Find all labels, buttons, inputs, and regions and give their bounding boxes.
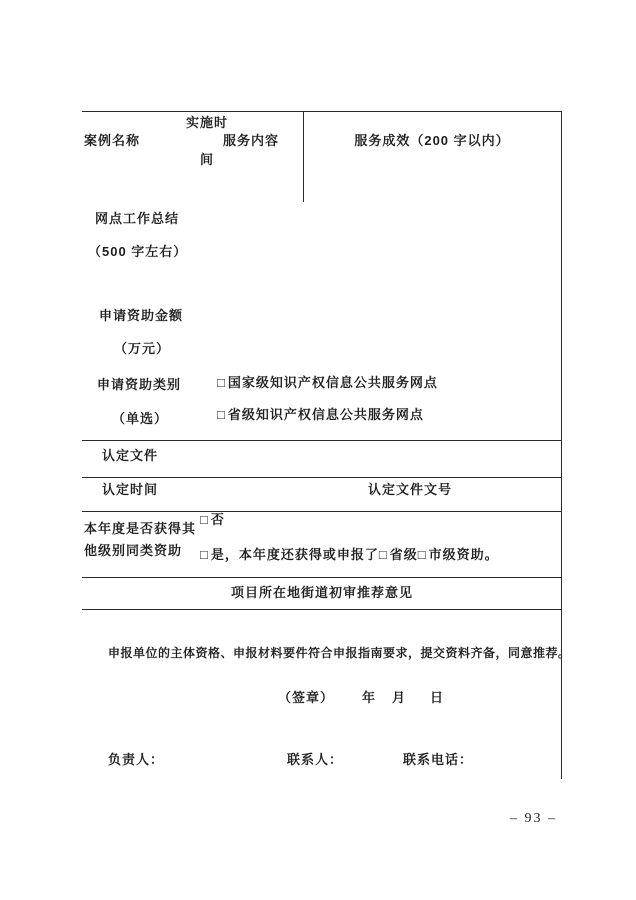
funding-amount-label: 申请资助金额 xyxy=(99,308,184,323)
page-number: – 93 – xyxy=(510,811,557,826)
funding-category-hint: （单选） xyxy=(112,411,169,426)
national-checkbox[interactable]: □ xyxy=(217,375,226,390)
yes-checkbox[interactable]: □ xyxy=(200,547,209,562)
funding-amount-input-area[interactable] xyxy=(200,300,555,360)
no-checkbox[interactable]: □ xyxy=(200,512,209,527)
service-content-header: 服务内容 xyxy=(223,133,280,148)
national-option-label: 国家级知识产权信息公共服务网点 xyxy=(227,375,438,390)
other-funding-label-line2: 他级别同类资助 xyxy=(84,543,183,558)
phone-input-area[interactable] xyxy=(473,748,553,770)
row-divider-3 xyxy=(82,511,562,512)
funding-amount-hint: （万元） xyxy=(114,341,171,356)
other-funding-label xyxy=(84,518,200,562)
row-divider-4 xyxy=(82,577,562,578)
day-label: 日 xyxy=(430,690,445,705)
no-option-label: 否 xyxy=(210,512,225,527)
row-divider-5 xyxy=(82,609,562,610)
cert-doc-number-label: 认定文件文号 xyxy=(368,482,453,497)
leader-input-area[interactable] xyxy=(165,748,265,770)
work-summary-label: 网点工作总结 xyxy=(95,211,180,226)
contact-label: 联系人： xyxy=(287,752,344,767)
yes-option-text: 是，本年度还获得或申报了 xyxy=(210,547,379,562)
funding-category-label: 申请资助类别 xyxy=(97,377,182,392)
impl-time-header-line2: 间 xyxy=(200,152,215,167)
other-funding-option-yes[interactable] xyxy=(200,547,499,562)
cert-file-label: 认定文件 xyxy=(102,448,159,463)
header-column-divider xyxy=(303,111,304,202)
provincial-checkbox[interactable]: □ xyxy=(217,407,226,422)
contact-input-area[interactable] xyxy=(344,748,394,770)
street-review-statement: 申报单位的主体资格、申报材料要件符合申报指南要求，提交资料齐备，同意推荐。 xyxy=(108,646,571,660)
phone-label: 联系电话： xyxy=(403,752,474,767)
other-funding-label-line1: 本年度是否获得其 xyxy=(84,521,197,536)
yes-municipal-label: 市级资助。 xyxy=(428,547,499,562)
yes-provincial-label: 省级 xyxy=(389,547,418,562)
work-summary-hint: （500 字左右） xyxy=(88,244,188,259)
month-label: 月 xyxy=(392,690,407,705)
provincial-option-label: 省级知识产权信息公共服务网点 xyxy=(227,407,424,422)
cert-time-label: 认定时间 xyxy=(102,482,159,497)
other-funding-option-no[interactable] xyxy=(200,512,225,527)
seal-label: （签章） xyxy=(278,690,335,705)
service-effect-header: 服务成效（200 字以内） xyxy=(354,133,510,148)
yes-provincial-checkbox[interactable]: □ xyxy=(378,547,388,562)
row-divider-1 xyxy=(82,440,562,441)
street-review-title: 项目所在地街道初审推荐意见 xyxy=(230,585,413,600)
case-name-header: 案例名称 xyxy=(84,133,141,148)
work-summary-input-area[interactable] xyxy=(200,205,555,290)
leader-label: 负责人： xyxy=(108,752,165,767)
table-top-border xyxy=(82,111,562,112)
row-divider-2 xyxy=(82,477,562,478)
impl-time-header-line1: 实施时 xyxy=(186,115,229,130)
seal-date-line xyxy=(278,690,444,705)
yes-municipal-checkbox[interactable]: □ xyxy=(417,547,427,562)
year-label: 年 xyxy=(362,690,377,705)
cert-file-input-area[interactable] xyxy=(200,442,555,474)
category-option-national[interactable] xyxy=(217,375,438,390)
table-right-border xyxy=(561,111,562,779)
category-option-provincial[interactable] xyxy=(217,407,424,422)
